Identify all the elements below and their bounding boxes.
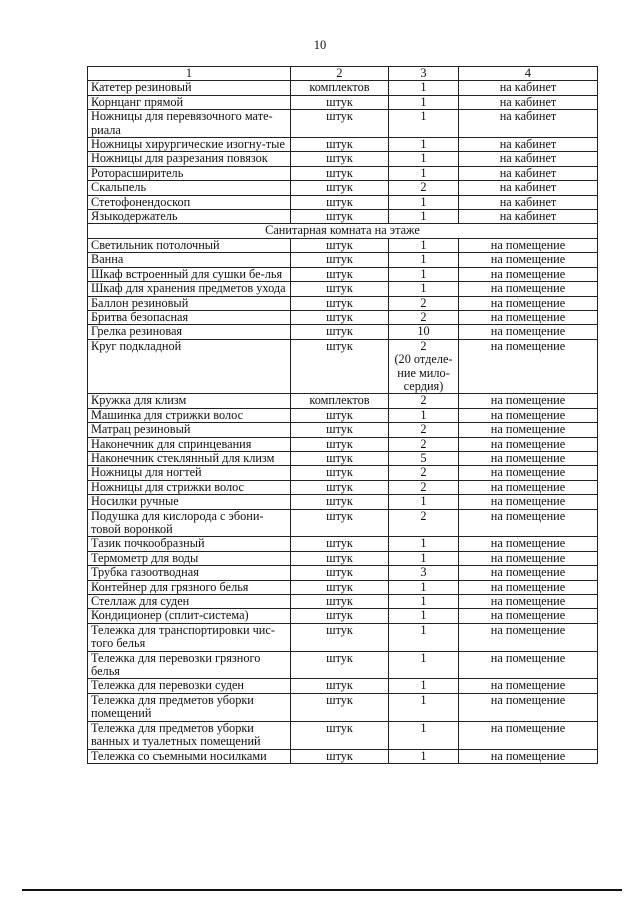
table-row <box>88 749 598 763</box>
unit-cell: штук <box>291 451 389 465</box>
quantity-cell: 1 <box>389 253 459 267</box>
unit-cell: штук <box>291 551 389 565</box>
norm-cell: на помещение <box>459 310 598 324</box>
table-row <box>88 495 598 509</box>
section-title: Санитарная комната на этаже <box>88 224 598 238</box>
header-cell-3: 3 <box>389 67 459 81</box>
norm-cell: на помещение <box>459 495 598 509</box>
item-name-cell: Ножницы для разрезания повязок <box>88 152 291 166</box>
norm-cell: на помещение <box>459 693 598 721</box>
quantity-cell: 1 <box>389 580 459 594</box>
table-row <box>88 651 598 679</box>
header-cell-4: 4 <box>459 67 598 81</box>
norm-cell: на помещение <box>459 480 598 494</box>
unit-cell: штук <box>291 325 389 339</box>
table-row <box>88 693 598 721</box>
quantity-cell: 10 <box>389 325 459 339</box>
quantity-cell: 1 <box>389 651 459 679</box>
unit-cell: штук <box>291 749 389 763</box>
item-name-cell: Машинка для стрижки волос <box>88 408 291 422</box>
table-row <box>88 166 598 180</box>
item-name-cell: Языкодержатель <box>88 210 291 224</box>
quantity-cell: 1 <box>389 609 459 623</box>
norm-cell: на помещение <box>459 580 598 594</box>
item-name-cell: Тележка для перевозки грязного белья <box>88 651 291 679</box>
norm-cell: на помещение <box>459 595 598 609</box>
norm-cell: на помещение <box>459 394 598 408</box>
norm-cell: на помещение <box>459 566 598 580</box>
header-cell-2: 2 <box>291 67 389 81</box>
item-name-cell: Шкаф для хранения предметов ухода <box>88 282 291 296</box>
norm-cell: на помещение <box>459 408 598 422</box>
section-row <box>88 224 598 238</box>
norm-cell: на помещение <box>459 551 598 565</box>
norm-cell: на помещение <box>459 509 598 537</box>
table-row <box>88 551 598 565</box>
item-name-cell: Стетофонендоскоп <box>88 195 291 209</box>
item-name-cell: Ножницы хирургические изогну-тые <box>88 138 291 152</box>
table-row <box>88 310 598 324</box>
norm-cell: на помещение <box>459 609 598 623</box>
item-name-cell: Тележка для предметов уборки ванных и туалетных помещений <box>88 721 291 749</box>
unit-cell: штук <box>291 437 389 451</box>
unit-cell: комплектов <box>291 81 389 95</box>
quantity-cell: 2 <box>389 466 459 480</box>
norm-cell: на помещение <box>459 537 598 551</box>
item-name-cell: Стеллаж для суден <box>88 595 291 609</box>
norm-cell: на кабинет <box>459 110 598 138</box>
norm-cell: на помещение <box>459 423 598 437</box>
item-name-cell: Тележка со съемными носилками <box>88 749 291 763</box>
quantity-cell: 1 <box>389 282 459 296</box>
table-row <box>88 210 598 224</box>
item-name-cell: Трубка газоотводная <box>88 566 291 580</box>
item-name-cell: Термометр для воды <box>88 551 291 565</box>
table-row <box>88 566 598 580</box>
quantity-cell: 1 <box>389 166 459 180</box>
item-name-cell: Кружка для клизм <box>88 394 291 408</box>
quantity-cell: 1 <box>389 95 459 109</box>
quantity-cell: 2 (20 отделе-ние мило-сердия) <box>389 339 459 394</box>
norm-cell: на помещение <box>459 325 598 339</box>
unit-cell: штук <box>291 238 389 252</box>
norm-cell: на кабинет <box>459 95 598 109</box>
unit-cell: штук <box>291 509 389 537</box>
norm-cell: на кабинет <box>459 210 598 224</box>
item-name-cell: Наконечник стеклянный для клизм <box>88 451 291 465</box>
unit-cell: штук <box>291 267 389 281</box>
item-name-cell: Круг подкладной <box>88 339 291 394</box>
item-name-cell: Ножницы для ногтей <box>88 466 291 480</box>
table-row <box>88 537 598 551</box>
norm-cell: на помещение <box>459 623 598 651</box>
quantity-cell: 2 <box>389 296 459 310</box>
item-name-cell: Ножницы для перевязочного мате-риала <box>88 110 291 138</box>
table-row <box>88 423 598 437</box>
table-row <box>88 595 598 609</box>
table-row <box>88 437 598 451</box>
quantity-cell: 1 <box>389 537 459 551</box>
norm-cell: на помещение <box>459 253 598 267</box>
page-number: 10 <box>313 38 327 52</box>
quantity-cell: 1 <box>389 138 459 152</box>
quantity-cell: 1 <box>389 267 459 281</box>
unit-cell: штук <box>291 110 389 138</box>
unit-cell: штук <box>291 580 389 594</box>
unit-cell: штук <box>291 138 389 152</box>
norm-cell: на кабинет <box>459 181 598 195</box>
quantity-cell: 5 <box>389 451 459 465</box>
quantity-cell: 2 <box>389 394 459 408</box>
unit-cell: штук <box>291 679 389 693</box>
quantity-cell: 1 <box>389 749 459 763</box>
item-name-cell: Матрац резиновый <box>88 423 291 437</box>
norm-cell: на кабинет <box>459 195 598 209</box>
unit-cell: штук <box>291 339 389 394</box>
norm-cell: на помещение <box>459 238 598 252</box>
unit-cell: штук <box>291 537 389 551</box>
item-name-cell: Корнцанг прямой <box>88 95 291 109</box>
quantity-cell: 1 <box>389 81 459 95</box>
item-name-cell: Подушка для кислорода с эбони-товой воронкой <box>88 509 291 537</box>
unit-cell: штук <box>291 466 389 480</box>
table-body <box>88 67 598 764</box>
norm-cell: на помещение <box>459 749 598 763</box>
quantity-cell: 3 <box>389 566 459 580</box>
item-name-cell: Ножницы для стрижки волос <box>88 480 291 494</box>
quantity-cell: 1 <box>389 495 459 509</box>
quantity-cell: 1 <box>389 110 459 138</box>
unit-cell: штук <box>291 152 389 166</box>
quantity-cell: 1 <box>389 195 459 209</box>
unit-cell: штук <box>291 721 389 749</box>
table-row <box>88 339 598 394</box>
item-name-cell: Светильник потолочный <box>88 238 291 252</box>
quantity-cell: 1 <box>389 679 459 693</box>
norm-cell: на помещение <box>459 282 598 296</box>
table-row <box>88 253 598 267</box>
table-row <box>88 623 598 651</box>
table-row <box>88 267 598 281</box>
item-name-cell: Грелка резиновая <box>88 325 291 339</box>
item-name-cell: Тележка для транспортировки чис-того белья <box>88 623 291 651</box>
item-name-cell: Тележка для перевозки суден <box>88 679 291 693</box>
header-cell-1: 1 <box>88 67 291 81</box>
table-row <box>88 408 598 422</box>
quantity-cell: 1 <box>389 210 459 224</box>
unit-cell: штук <box>291 210 389 224</box>
quantity-cell: 2 <box>389 423 459 437</box>
unit-cell: штук <box>291 480 389 494</box>
table-row <box>88 466 598 480</box>
item-name-cell: Шкаф встроенный для сушки бе-лья <box>88 267 291 281</box>
quantity-cell: 1 <box>389 551 459 565</box>
unit-cell: комплектов <box>291 394 389 408</box>
item-name-cell: Бритва безопасная <box>88 310 291 324</box>
table-row <box>88 152 598 166</box>
quantity-cell: 2 <box>389 480 459 494</box>
item-name-cell: Наконечник для спринцевания <box>88 437 291 451</box>
table-row <box>88 81 598 95</box>
quantity-cell: 2 <box>389 181 459 195</box>
quantity-cell: 1 <box>389 693 459 721</box>
table-row <box>88 451 598 465</box>
table-row <box>88 679 598 693</box>
item-name-cell: Баллон резиновый <box>88 296 291 310</box>
quantity-cell: 1 <box>389 408 459 422</box>
quantity-cell: 1 <box>389 623 459 651</box>
unit-cell: штук <box>291 495 389 509</box>
norm-cell: на помещение <box>459 651 598 679</box>
equipment-table <box>87 66 598 764</box>
norm-cell: на кабинет <box>459 166 598 180</box>
quantity-cell: 2 <box>389 437 459 451</box>
norm-cell: на помещение <box>459 466 598 480</box>
table-row <box>88 238 598 252</box>
unit-cell: штук <box>291 181 389 195</box>
unit-cell: штук <box>291 423 389 437</box>
item-name-cell: Носилки ручные <box>88 495 291 509</box>
norm-cell: на помещение <box>459 679 598 693</box>
table-row <box>88 138 598 152</box>
table-row <box>88 110 598 138</box>
item-name-cell: Роторасширитель <box>88 166 291 180</box>
table-row <box>88 181 598 195</box>
unit-cell: штук <box>291 408 389 422</box>
table-row <box>88 721 598 749</box>
unit-cell: штук <box>291 609 389 623</box>
unit-cell: штук <box>291 253 389 267</box>
quantity-cell: 2 <box>389 509 459 537</box>
norm-cell: на помещение <box>459 296 598 310</box>
quantity-cell: 2 <box>389 310 459 324</box>
table-row <box>88 580 598 594</box>
norm-cell: на помещение <box>459 721 598 749</box>
norm-cell: на кабинет <box>459 152 598 166</box>
table-row <box>88 394 598 408</box>
quantity-cell: 1 <box>389 152 459 166</box>
item-name-cell: Тазик почкообразный <box>88 537 291 551</box>
quantity-cell: 1 <box>389 238 459 252</box>
quantity-cell: 1 <box>389 595 459 609</box>
norm-cell: на кабинет <box>459 138 598 152</box>
norm-cell: на помещение <box>459 451 598 465</box>
unit-cell: штук <box>291 693 389 721</box>
norm-cell: на помещение <box>459 339 598 394</box>
unit-cell: штук <box>291 166 389 180</box>
item-name-cell: Катетер резиновый <box>88 81 291 95</box>
item-name-cell: Скальпель <box>88 181 291 195</box>
unit-cell: штук <box>291 623 389 651</box>
norm-cell: на кабинет <box>459 81 598 95</box>
table-header-row <box>88 67 598 81</box>
item-name-cell: Контейнер для грязного белья <box>88 580 291 594</box>
table-row <box>88 609 598 623</box>
unit-cell: штук <box>291 296 389 310</box>
bottom-rule <box>22 889 622 891</box>
table-row <box>88 480 598 494</box>
table-row <box>88 195 598 209</box>
unit-cell: штук <box>291 282 389 296</box>
table-row <box>88 95 598 109</box>
unit-cell: штук <box>291 651 389 679</box>
unit-cell: штук <box>291 595 389 609</box>
item-name-cell: Кондиционер (сплит-система) <box>88 609 291 623</box>
quantity-cell: 1 <box>389 721 459 749</box>
item-name-cell: Ванна <box>88 253 291 267</box>
unit-cell: штук <box>291 195 389 209</box>
table-row <box>88 325 598 339</box>
norm-cell: на помещение <box>459 267 598 281</box>
table-row <box>88 509 598 537</box>
unit-cell: штук <box>291 95 389 109</box>
unit-cell: штук <box>291 310 389 324</box>
unit-cell: штук <box>291 566 389 580</box>
table-row <box>88 282 598 296</box>
item-name-cell: Тележка для предметов уборки помещений <box>88 693 291 721</box>
table-row <box>88 296 598 310</box>
norm-cell: на помещение <box>459 437 598 451</box>
